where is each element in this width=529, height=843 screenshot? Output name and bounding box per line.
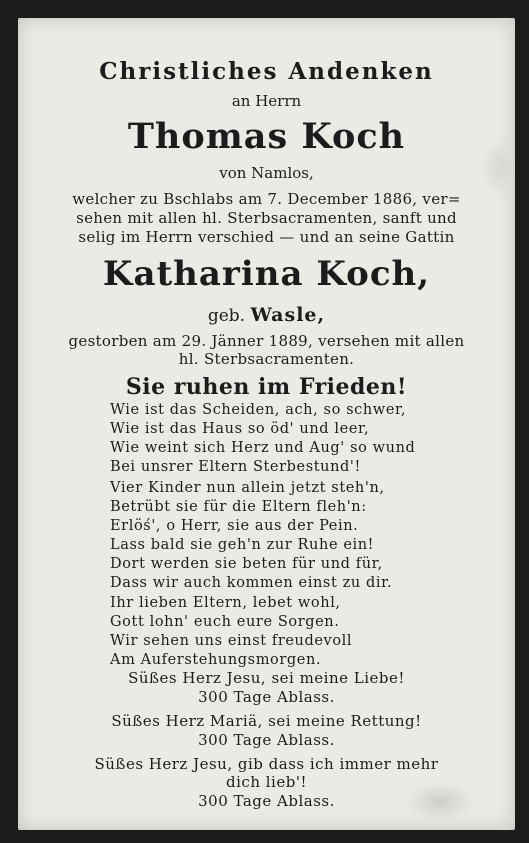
maiden-name-line [18, 304, 515, 326]
poem-line: Am Auferstehungsmorgen. [110, 652, 322, 668]
origin-text: von Namlos, [219, 164, 314, 182]
poem-line: Wie ist das Haus so öd' und leer, [110, 421, 370, 437]
poem-stanza-2 [110, 480, 485, 594]
indulgence-line: 300 Tage Ablass. [198, 792, 335, 810]
card-title: Christliches Andenken [99, 58, 434, 85]
memorial-card [18, 18, 515, 830]
peace-heading: Sie ruhen im Frieden! [125, 374, 408, 400]
poem-line: Dort werden sie beten für und für, [110, 556, 383, 572]
indulgence-line: 300 Tage Ablass. [198, 688, 335, 706]
poem-line: Betrübt sie für die Eltern fleh'n: [110, 499, 367, 515]
prayer-line: Süßes Herz Jesu, sei meine Liebe! [128, 669, 405, 687]
poem-line: Bei unsrer Eltern Sterbestund'! [110, 459, 361, 475]
wife-death-line: gestorben am 29. Jänner 1889, versehen mit allen [68, 332, 465, 350]
wife-name: Katharina Koch, [102, 254, 431, 294]
poem-line: Gott lohn' euch eure Sorgen. [110, 614, 340, 630]
maiden-name: Wasle, [250, 304, 326, 326]
husband-name: Thomas Koch [127, 116, 406, 157]
poem-line: Ihr lieben Eltern, lebet wohl, [110, 595, 341, 611]
wife-death-line: hl. Sterbsacramenten. [178, 350, 355, 368]
prayer-line: dich lieb'! [226, 773, 307, 791]
an-herrn-text: an Herrn [231, 92, 302, 110]
geb-prefix: geb. [207, 306, 246, 326]
poem-line: Wir sehen uns einst freudevoll [110, 633, 353, 649]
poem-line: Lass bald sie geh'n zur Ruhe ein! [110, 537, 375, 553]
poem-line: Vier Kinder nun allein jetzt steh'n, [110, 480, 385, 496]
poem-stanza-3 [110, 595, 485, 671]
prayer-line: Süßes Herz Jesu, gib dass ich immer mehr [94, 755, 439, 773]
prayer-line: Süßes Herz Mariä, sei meine Rettung! [111, 712, 422, 730]
poem-line: Dass wir auch kommen einst zu dir. [110, 575, 393, 591]
poem-line: Erlöś', o Herr, sie aus der Pein. [110, 518, 359, 534]
poem-stanza-1 [110, 402, 485, 478]
poem-line: Wie weint sich Herz und Aug' so wund [110, 440, 416, 456]
poem-line: Wie ist das Scheiden, ach, so schwer, [110, 402, 407, 418]
death-text-line: selig im Herrn verschied — und an seine Gattin [78, 228, 455, 246]
death-text-line: welcher zu Bschlabs am 7. December 1886, ver= [72, 190, 461, 208]
indulgence-line: 300 Tage Ablass. [198, 731, 335, 749]
death-text-line: sehen mit allen hl. Sterbsacramenten, sanft und [76, 209, 457, 227]
